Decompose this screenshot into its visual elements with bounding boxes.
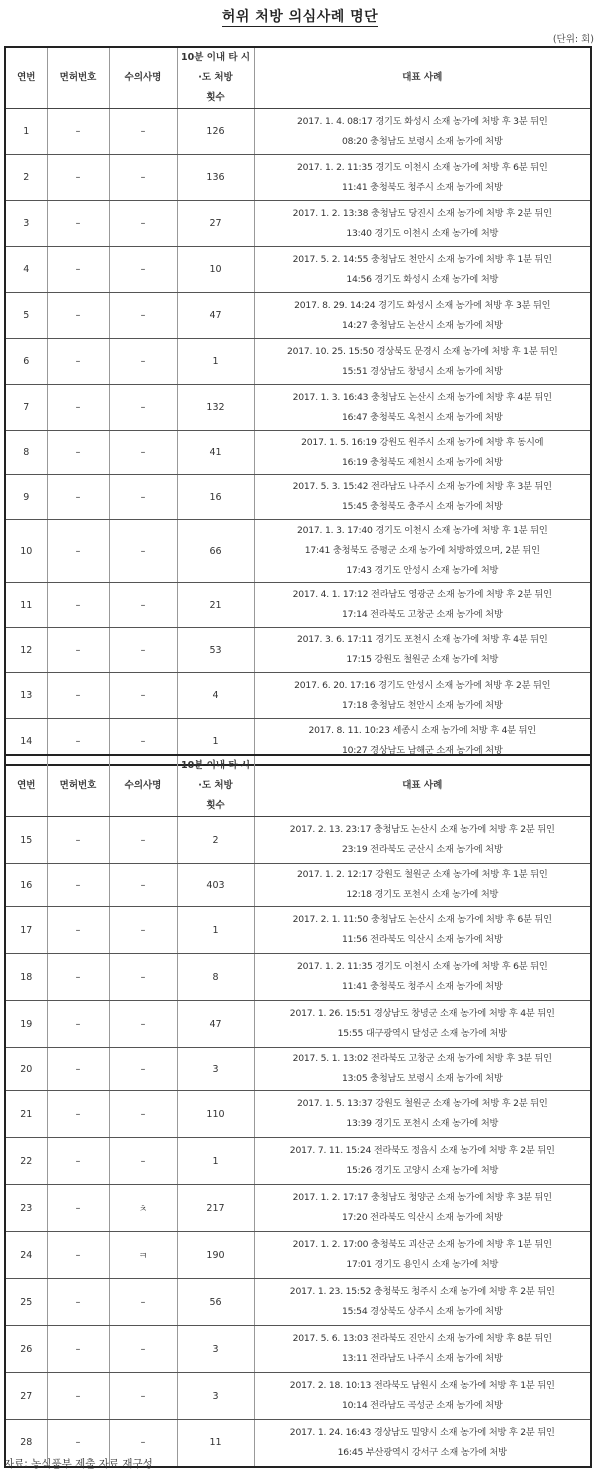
- case-line: 13:11 전라남도 나주시 소재 농가에 처방: [341, 1353, 503, 1364]
- header-no: 연번: [5, 47, 47, 109]
- cell-vet-name: –: [109, 385, 177, 431]
- table-row: [5, 247, 591, 293]
- cell-no: 23: [5, 1185, 47, 1232]
- table-row: [5, 1279, 591, 1326]
- cell-license: –: [47, 954, 109, 1001]
- cell-count: 1: [177, 719, 254, 765]
- cell-license: –: [47, 1001, 109, 1048]
- cell-count: 1: [177, 1138, 254, 1185]
- cell-no: 2: [5, 155, 47, 201]
- case-line: 08:20 충청남도 보령시 소재 농가에 처방: [341, 135, 503, 147]
- case-line: 12:18 경기도 포천시 소재 농가에 처방: [346, 889, 499, 900]
- cell-case: [254, 1185, 591, 1232]
- table-header-row: [5, 755, 591, 817]
- cell-no: 10: [5, 520, 47, 583]
- case-line: 2017. 1. 4. 08:17 경기도 화성시 소재 농가에 처방 후 3분 뒤인: [296, 115, 548, 127]
- cell-count: 110: [177, 1091, 254, 1138]
- suspected-cases-table-2: [4, 754, 592, 1468]
- case-line: 2017. 1. 5. 16:19 강원도 원주시 소재 농가에 처방 후 동시에: [301, 436, 544, 448]
- cell-license: –: [47, 864, 109, 907]
- cell-count: 41: [177, 431, 254, 475]
- cell-vet-name: –: [109, 628, 177, 673]
- cell-license: –: [47, 1185, 109, 1232]
- cell-license: –: [47, 247, 109, 293]
- header-case: 대표 사례: [254, 755, 591, 817]
- cell-no: 28: [5, 1420, 47, 1467]
- case-line: 15:45 충청북도 충주시 소재 농가에 처방: [341, 501, 503, 512]
- cell-no: 13: [5, 673, 47, 719]
- case-line: 10:27 경상남도 남해군 소재 농가에 처방: [341, 745, 503, 757]
- cell-vet-name: –: [109, 1138, 177, 1185]
- cell-case: [254, 431, 591, 475]
- header-license: 면허번호: [47, 47, 109, 109]
- cell-case: [254, 954, 591, 1001]
- table-row: [5, 1373, 591, 1420]
- case-line: 14:27 충청남도 논산시 소재 농가에 처방: [341, 319, 503, 331]
- cell-no: 7: [5, 385, 47, 431]
- table-row: [5, 431, 591, 475]
- header-count-line1: 10분 이내 타 시·도 처방: [180, 760, 251, 791]
- cell-count: 56: [177, 1279, 254, 1326]
- header-count: [177, 755, 254, 817]
- case-line: 10:14 전라남도 곡성군 소재 농가에 처방: [341, 1400, 503, 1411]
- cell-vet-name: –: [109, 817, 177, 864]
- table-row: [5, 520, 591, 583]
- case-line: 2017. 2. 13. 23:17 충청남도 논산시 소재 농가에 처방 후 2분 뒤인: [289, 824, 555, 835]
- table-row: [5, 907, 591, 954]
- case-line: 17:01 경기도 용인시 소재 농가에 처방: [346, 1259, 499, 1270]
- case-line: 2017. 1. 26. 15:51 경상남도 창녕군 소재 농가에 처방 후 4분 뒤인: [289, 1008, 555, 1019]
- cell-count: 27: [177, 201, 254, 247]
- cell-no: 22: [5, 1138, 47, 1185]
- cell-license: –: [47, 520, 109, 583]
- cell-no: 19: [5, 1001, 47, 1048]
- cell-count: 403: [177, 864, 254, 907]
- case-line: 14:56 경기도 화성시 소재 농가에 처방: [346, 273, 499, 285]
- cell-case: [254, 864, 591, 907]
- cell-case: [254, 247, 591, 293]
- cell-vet-name: –: [109, 339, 177, 385]
- cell-case: [254, 583, 591, 628]
- table-row: [5, 673, 591, 719]
- cell-case: [254, 293, 591, 339]
- cell-license: –: [47, 201, 109, 247]
- cell-case: [254, 520, 591, 583]
- table-row: [5, 293, 591, 339]
- case-line: 2017. 10. 25. 15:50 경상북도 문경시 소재 농가에 처방 후 1분 뒤인: [286, 345, 558, 357]
- cell-count: 132: [177, 385, 254, 431]
- cell-case: [254, 109, 591, 155]
- cell-license: –: [47, 293, 109, 339]
- cell-no: 17: [5, 907, 47, 954]
- cell-no: 12: [5, 628, 47, 673]
- cell-vet-name: –: [109, 673, 177, 719]
- table-row: [5, 1091, 591, 1138]
- cell-no: 11: [5, 583, 47, 628]
- table-row: [5, 1138, 591, 1185]
- cell-license: –: [47, 1138, 109, 1185]
- cell-license: –: [47, 1048, 109, 1091]
- document-title-text: 허위 처방 의심사례 명단: [221, 9, 379, 25]
- source-note: 자료: 농식품부 제출 자료 재구성: [4, 1458, 153, 1470]
- cell-case: [254, 155, 591, 201]
- case-line: 2017. 1. 3. 17:40 경기도 이천시 소재 농가에 처방 후 1분 뒤인: [296, 525, 548, 536]
- table-row: [5, 1232, 591, 1279]
- header-vet-name: 수의사명: [109, 47, 177, 109]
- header-count: [177, 47, 254, 109]
- table-header-row: [5, 47, 591, 109]
- case-line: 2017. 1. 2. 13:38 충청남도 당진시 소재 농가에 처방 후 2분 뒤인: [292, 207, 552, 219]
- cell-license: –: [47, 719, 109, 765]
- cell-case: [254, 907, 591, 954]
- cell-count: 1: [177, 339, 254, 385]
- case-line: 2017. 1. 2. 11:35 경기도 이천시 소재 농가에 처방 후 6분 뒤인: [296, 961, 548, 972]
- cell-no: 6: [5, 339, 47, 385]
- case-line: 11:41 충청북도 청주시 소재 농가에 처방: [341, 981, 503, 992]
- table-body: [5, 817, 591, 1467]
- header-license: 면허번호: [47, 755, 109, 817]
- cell-count: 66: [177, 520, 254, 583]
- table-row: [5, 339, 591, 385]
- cell-no: 25: [5, 1279, 47, 1326]
- cell-vet-name: –: [109, 1279, 177, 1326]
- case-line: 2017. 1. 23. 15:52 충청북도 청주시 소재 농가에 처방 후 2분 뒤인: [289, 1286, 555, 1297]
- cell-case: [254, 339, 591, 385]
- cell-license: –: [47, 817, 109, 864]
- case-line: 2017. 8. 29. 14:24 경기도 화성시 소재 농가에 처방 후 3분 뒤인: [294, 299, 551, 311]
- cell-case: [254, 1138, 591, 1185]
- case-line: 2017. 8. 11. 10:23 세종시 소재 농가에 처방 후 4분 뒤인: [308, 725, 536, 737]
- cell-vet-name: ㅋ: [109, 1232, 177, 1279]
- cell-license: –: [47, 1326, 109, 1373]
- cell-vet-name: –: [109, 1373, 177, 1420]
- case-line: 2017. 7. 11. 15:24 전라북도 정읍시 소재 농가에 처방 후 2분 뒤인: [289, 1145, 555, 1156]
- case-line: 17:14 전라북도 고창군 소재 농가에 처방: [341, 609, 503, 620]
- cell-vet-name: –: [109, 201, 177, 247]
- header-no: 연번: [5, 755, 47, 817]
- header-count-line1: 10분 이내 타 시·도 처방: [180, 52, 251, 83]
- cell-case: [254, 385, 591, 431]
- table-row: [5, 1001, 591, 1048]
- table-row: [5, 155, 591, 201]
- case-line: 16:19 충청북도 제천시 소재 농가에 처방: [341, 456, 503, 468]
- cell-count: 1: [177, 907, 254, 954]
- cell-vet-name: ㅊ: [109, 1185, 177, 1232]
- cell-vet-name: –: [109, 475, 177, 520]
- cell-no: 8: [5, 431, 47, 475]
- table-row: [5, 385, 591, 431]
- cell-no: 27: [5, 1373, 47, 1420]
- case-line: 11:41 충청북도 청주시 소재 농가에 처방: [341, 181, 503, 193]
- case-line: 17:41 충청북도 증평군 소재 농가에 처방하였으며, 2분 뒤인: [304, 545, 540, 556]
- case-line: 2017. 4. 1. 17:12 전라남도 영광군 소재 농가에 처방 후 2분 뒤인: [292, 589, 552, 600]
- table-row: [5, 628, 591, 673]
- cell-count: 11: [177, 1420, 254, 1467]
- table-row: [5, 475, 591, 520]
- cell-case: [254, 201, 591, 247]
- cell-vet-name: –: [109, 907, 177, 954]
- cell-license: –: [47, 431, 109, 475]
- cell-vet-name: –: [109, 293, 177, 339]
- table-body: [5, 109, 591, 765]
- cell-case: [254, 628, 591, 673]
- cell-license: –: [47, 907, 109, 954]
- cell-vet-name: –: [109, 1048, 177, 1091]
- cell-no: 16: [5, 864, 47, 907]
- cell-vet-name: –: [109, 1420, 177, 1467]
- cell-no: 4: [5, 247, 47, 293]
- cell-license: –: [47, 583, 109, 628]
- cell-case: [254, 1091, 591, 1138]
- case-line: 16:47 충청북도 옥천시 소재 농가에 처방: [341, 411, 503, 423]
- cell-no: 15: [5, 817, 47, 864]
- cell-license: –: [47, 155, 109, 201]
- cell-case: [254, 1420, 591, 1467]
- table-row: [5, 109, 591, 155]
- case-line: 2017. 1. 2. 12:17 강원도 철원군 소재 농가에 처방 후 1분 뒤인: [296, 869, 548, 880]
- case-line: 2017. 5. 2. 14:55 충청남도 천안시 소재 농가에 처방 후 1분 뒤인: [292, 253, 552, 265]
- case-line: 2017. 5. 3. 15:42 전라남도 나주시 소재 농가에 처방 후 3분 뒤인: [292, 481, 552, 492]
- cell-case: [254, 673, 591, 719]
- cell-count: 2: [177, 817, 254, 864]
- cell-license: –: [47, 628, 109, 673]
- cell-license: –: [47, 1279, 109, 1326]
- case-line: 17:18 충청남도 천안시 소재 농가에 처방: [341, 699, 503, 711]
- case-line: 2017. 5. 1. 13:02 전라북도 고창군 소재 농가에 처방 후 3분 뒤인: [292, 1053, 552, 1064]
- cell-count: 8: [177, 954, 254, 1001]
- cell-no: 21: [5, 1091, 47, 1138]
- cell-case: [254, 1048, 591, 1091]
- cell-vet-name: –: [109, 954, 177, 1001]
- case-line: 2017. 2. 1. 11:50 충청남도 논산시 소재 농가에 처방 후 6분 뒤인: [292, 914, 552, 925]
- cell-no: 18: [5, 954, 47, 1001]
- cell-vet-name: –: [109, 155, 177, 201]
- cell-vet-name: –: [109, 431, 177, 475]
- table-row: [5, 201, 591, 247]
- case-line: 17:43 경기도 안성시 소재 농가에 처방: [346, 565, 499, 576]
- cell-count: 3: [177, 1048, 254, 1091]
- cell-license: –: [47, 109, 109, 155]
- case-line: 17:15 강원도 철원군 소재 농가에 처방: [346, 654, 499, 665]
- cell-vet-name: –: [109, 247, 177, 293]
- cell-count: 21: [177, 583, 254, 628]
- case-line: 15:54 경상북도 상주시 소재 농가에 처방: [341, 1306, 503, 1317]
- cell-no: 1: [5, 109, 47, 155]
- cell-case: [254, 1326, 591, 1373]
- table-row: [5, 1048, 591, 1091]
- cell-vet-name: –: [109, 109, 177, 155]
- header-case: 대표 사례: [254, 47, 591, 109]
- case-line: 15:26 경기도 고양시 소재 농가에 처방: [346, 1165, 499, 1176]
- cell-license: –: [47, 1420, 109, 1467]
- cell-vet-name: –: [109, 1091, 177, 1138]
- cell-license: –: [47, 673, 109, 719]
- table-row: [5, 817, 591, 864]
- unit-label: (단위: 회): [552, 34, 594, 45]
- case-line: 2017. 6. 20. 17:16 경기도 안성시 소재 농가에 처방 후 2분 뒤인: [294, 679, 551, 691]
- case-line: 11:56 전라북도 익산시 소재 농가에 처방: [341, 934, 503, 945]
- case-line: 2017. 2. 18. 10:13 전라북도 남원시 소재 농가에 처방 후 1분 뒤인: [289, 1380, 555, 1391]
- cell-no: 5: [5, 293, 47, 339]
- cell-no: 9: [5, 475, 47, 520]
- table-row: [5, 583, 591, 628]
- cell-count: 217: [177, 1185, 254, 1232]
- table-row: [5, 954, 591, 1001]
- cell-case: [254, 475, 591, 520]
- cell-vet-name: –: [109, 719, 177, 765]
- cell-count: 3: [177, 1326, 254, 1373]
- cell-count: 16: [177, 475, 254, 520]
- cell-count: 10: [177, 247, 254, 293]
- table-row: [5, 864, 591, 907]
- cell-license: –: [47, 385, 109, 431]
- header-vet-name: 수의사명: [109, 755, 177, 817]
- cell-license: –: [47, 339, 109, 385]
- cell-no: 20: [5, 1048, 47, 1091]
- cell-case: [254, 1279, 591, 1326]
- case-line: 15:55 대구광역시 달성군 소재 농가에 처방: [337, 1028, 507, 1039]
- cell-license: –: [47, 1373, 109, 1420]
- case-line: 13:40 경기도 이천시 소재 농가에 처방: [346, 227, 499, 239]
- case-line: 2017. 1. 2. 11:35 경기도 이천시 소재 농가에 처방 후 6분 뒤인: [296, 161, 548, 173]
- cell-no: 14: [5, 719, 47, 765]
- cell-license: –: [47, 475, 109, 520]
- cell-count: 190: [177, 1232, 254, 1279]
- cell-count: 4: [177, 673, 254, 719]
- cell-count: 126: [177, 109, 254, 155]
- cell-case: [254, 817, 591, 864]
- cell-count: 47: [177, 1001, 254, 1048]
- cell-license: –: [47, 1091, 109, 1138]
- table-row: [5, 1185, 591, 1232]
- cell-license: –: [47, 1232, 109, 1279]
- case-line: 2017. 1. 2. 17:00 충청북도 괴산군 소재 농가에 처방 후 1분 뒤인: [292, 1239, 552, 1250]
- cell-vet-name: –: [109, 1326, 177, 1373]
- case-line: 2017. 1. 3. 16:43 충청남도 논산시 소재 농가에 처방 후 4분 뒤인: [292, 391, 552, 403]
- case-line: 13:39 경기도 포천시 소재 농가에 처방: [346, 1118, 499, 1129]
- header-count-line2: 횟수: [206, 92, 225, 103]
- cell-vet-name: –: [109, 520, 177, 583]
- case-line: 17:20 전라북도 익산시 소재 농가에 처방: [341, 1212, 503, 1223]
- case-line: 15:51 경상남도 창녕시 소재 농가에 처방: [341, 365, 503, 377]
- suspected-cases-table-1: [4, 46, 592, 766]
- cell-no: 24: [5, 1232, 47, 1279]
- document-title: [0, 6, 600, 26]
- cell-case: [254, 1373, 591, 1420]
- case-line: 2017. 1. 5. 13:37 강원도 철원군 소재 농가에 처방 후 2분 뒤인: [296, 1098, 548, 1109]
- cell-count: 136: [177, 155, 254, 201]
- case-line: 2017. 3. 6. 17:11 경기도 포천시 소재 농가에 처방 후 4분 뒤인: [296, 634, 548, 645]
- cell-no: 3: [5, 201, 47, 247]
- case-line: 2017. 5. 6. 13:03 전라북도 진안시 소재 농가에 처방 후 8분 뒤인: [292, 1333, 552, 1344]
- cell-vet-name: –: [109, 583, 177, 628]
- case-line: 13:05 충청남도 보령시 소재 농가에 처방: [341, 1073, 503, 1084]
- cell-count: 53: [177, 628, 254, 673]
- table-row: [5, 1326, 591, 1373]
- cell-count: 47: [177, 293, 254, 339]
- cell-vet-name: –: [109, 1001, 177, 1048]
- case-line: 16:45 부산광역시 강서구 소재 농가에 처방: [337, 1446, 507, 1458]
- cell-count: 3: [177, 1373, 254, 1420]
- cell-vet-name: –: [109, 864, 177, 907]
- cell-case: [254, 1001, 591, 1048]
- case-line: 23:19 전라북도 군산시 소재 농가에 처방: [341, 844, 503, 855]
- case-line: 2017. 1. 24. 16:43 경상남도 밀양시 소재 농가에 처방 후 2분 뒤인: [289, 1426, 555, 1438]
- case-line: 2017. 1. 2. 17:17 충청남도 청양군 소재 농가에 처방 후 3분 뒤인: [292, 1192, 552, 1203]
- cell-no: 26: [5, 1326, 47, 1373]
- header-count-line2: 횟수: [206, 800, 225, 811]
- cell-case: [254, 1232, 591, 1279]
